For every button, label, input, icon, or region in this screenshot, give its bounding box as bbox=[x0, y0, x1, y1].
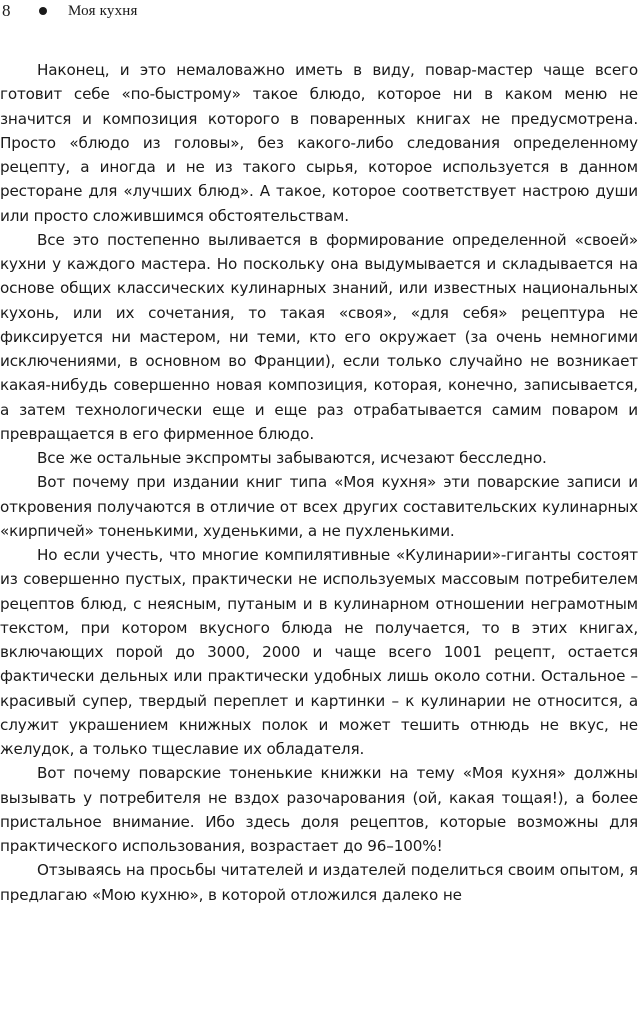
page-header bbox=[0, 0, 138, 22]
paragraph: Наконец, и это немаловажно иметь в виду, повар-мастер чаще всего готовит себе «по-быстрому» такое блюдо, которое ни в каком меню не значится и композиция которого в поваренных книгах не предусмотрена. Просто «блюдо из головы», без какого-либо следования определенному рецепту, а иногда и не из такого сырья, которое используется в данном ресторане для «лучших блюд». А такое, которое соответствует настрою души или просто сложившимся обстоятельствам. bbox=[0, 61, 638, 225]
paragraph: Отзываясь на просьбы читателей и издателей поделиться своим опытом, я предлагаю «Мою кухню», в которой отложился далеко не bbox=[0, 861, 638, 904]
paragraph: Но если учесть, что многие компилятивные «Кулинарии»-гиганты состоят из совершенно пустых, практически не используемых массовым потребителем рецептов блюд, с неясным, путаным и в кулинарном отношении неграмотным текстом, при котором вкусного блюда не получается, то в этих книгах, включающих порой до 3000, 2000 и чаще всего 1001 рецепт, остается фактически дельных или практически удобных лишь около сотни. Остальное – красивый супер, твердый переплет и картинки – к кулинарии не относится, а служит украшением книжных полок и может тешить отнюдь не вкус, не желудок, а только тщеславие их обладателя. bbox=[0, 546, 638, 758]
paragraph: Все это постепенно выливается в формирование определенной «своей» кухни у каждого мастера. Но поскольку она выдумывается и складывается на основе общих классических кулинарных знаний, или известных национальных кухонь, или их сочетания, то такая «своя», «для себя» рецептура не фиксируется ни мастером, ни теми, кто его окружает (за очень немногими исключениями, в основном во Франции), если только случайно не возникает какая-нибудь совершенно новая композиция, которая, конечно, записывается, а затем технологически еще и еще раз отрабатывается самим поваром и превращается в его фирменное блюдо. bbox=[0, 230, 638, 443]
page-number: 8 bbox=[2, 1, 11, 20]
bullet-icon bbox=[39, 7, 47, 15]
paragraph: Вот почему поварские тоненькие книжки на тему «Моя кухня» должны вызывать у потребителя не вздох разочарования (ой, какая тощая!), а более пристальное внимание. Ибо здесь доля рецептов, которые возможны для практического использования, возрастает до 96–100%! bbox=[0, 764, 638, 855]
running-title: Моя кухня bbox=[68, 3, 138, 19]
paragraph: Все же остальные экспромты забываются, исчезают бесследно. bbox=[37, 449, 547, 467]
paragraph: Вот почему при издании книг типа «Моя кухня» эти поварские записи и откровения получаются в отличие от всех других составительских кулинарных «кирпичей» тоненькими, худенькими, а не пухленькими. bbox=[0, 473, 638, 540]
body-text bbox=[0, 58, 638, 907]
